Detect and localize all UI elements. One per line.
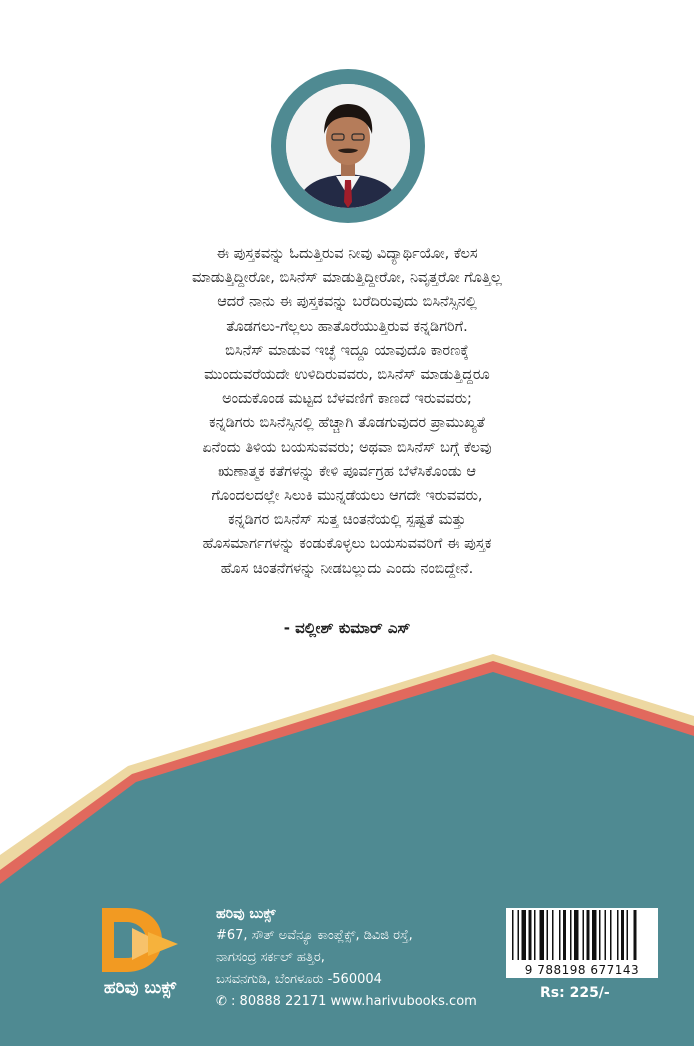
publisher-logo-text: ಹರಿವು ಬುಕ್ಸ್	[103, 978, 177, 998]
publisher-address-line: ಬಸವನಗುಡಿ, ಬೆಂಗಳೂರು -560004	[216, 972, 382, 987]
blurb-line: ಆದರೆ ನಾನು ಈ ಪುಸ್ತಕವನ್ನು ಬರೆದಿರುವುದು ಬಿಸಿನೆಸ್ಸಿನಲ್ಲಿ	[217, 294, 477, 311]
author-signature: - ವಲ್ಲೀಶ್ ಕುಮಾರ್ ಎಸ್	[283, 619, 411, 637]
back-cover-blurb	[104, 242, 590, 581]
blurb-line: ಏನೆಂದು ತಿಳಿಯ ಬಯಸುವವರು; ಅಥವಾ ಬಿಸಿನೆಸ್ ಬಗ್ಗೆ ಕೆಲವು	[202, 439, 492, 456]
blurb-line: ಮುಂದುವರೆಯದೇ ಉಳಿದಿರುವವರು, ಬಿಸಿನೆಸ್ ಮಾಡುತ್ತಿದ್ದರೂ	[204, 367, 490, 384]
blurb-line: ಅಂದುಕೊಂಡ ಮಟ್ಟದ ಬೆಳವಣಿಗೆ ಕಾಣದೆ ಇರುವವರು;	[222, 391, 472, 408]
blurb-line: ಮಾಡುತ್ತಿದ್ದೀರೋ, ಬಿಸಿನೆಸ್ ಮಾಡುತ್ತಿದ್ದೀರೋ, ನಿವೃತ್ತರೋ ಗೊತ್ತಿಲ್ಲ	[192, 270, 502, 287]
blurb-line: ಬಿಸಿನೆಸ್ ಮಾಡುವ ಇಚ್ಛೆ ಇದ್ದೂ ಯಾವುದೊ ಕಾರಣಕ್ಕೆ	[225, 342, 469, 359]
blurb-line: ಗೊಂದಲದಲ್ಲೇ ಸಿಲುಕಿ ಮುನ್ನಡೆಯಲು ಆಗದೇ ಇರುವವರು,	[211, 488, 483, 505]
blurb-line: ಕನ್ನಡಿಗರು ಬಿಸಿನೆಸ್ಸಿನಲ್ಲಿ ಹೆಚ್ಚಾಗಿ ತೊಡಗುವುದರ ಪ್ರಾಮುಖ್ಯತೆ	[209, 415, 485, 432]
blurb-line: ಋಣಾತ್ಮಕ ಕತೆಗಳನ್ನು ಕೇಳಿ ಪೂರ್ವಗ್ರಹ ಬೆಳೆಸಿಕೊಂಡು ಆ	[218, 463, 476, 480]
blurb-line: ಈ ಪುಸ್ತಕವನ್ನು ಓದುತ್ತಿರುವ ನೀವು ವಿದ್ಯಾರ್ಥಿಯೋ, ಕೆಲಸ	[216, 246, 478, 262]
phone-icon: ✆	[216, 994, 227, 1009]
publisher-address-line: ನಾಗಸಂದ್ರ ಸರ್ಕಲ್ ಹತ್ತಿರ,	[216, 950, 325, 965]
barcode-bars	[506, 908, 658, 964]
author-photo	[286, 84, 410, 208]
publisher-name: ಹರಿವು ಬುಕ್ಸ್	[216, 906, 276, 922]
blurb-line: ತೊಡಗಲು-ಗೆಲ್ಲಲು ಹಾತೊರೆಯುತ್ತಿರುವ ಕನ್ನಡಿಗರಿಗೆ.	[226, 318, 468, 335]
publisher-contact-text: : 80888 22171 www.harivubooks.com	[231, 994, 477, 1009]
publisher-contact	[216, 991, 477, 1013]
blurb-line: ಕನ್ನಡಿಗರ ಬಿಸಿನೆಸ್ ಸುತ್ತ ಚಿಂತನೆಯಲ್ಲಿ ಸ್ಪಷ್ಟತೆ ಮತ್ತು	[228, 512, 466, 529]
publisher-info	[216, 903, 477, 1013]
blurb-line: ಹೊಸಮಾರ್ಗಗಳನ್ನು ಕಂಡುಕೊಳ್ಳಲು ಬಯಸುವವರಿಗೆ ಈ ಪುಸ್ತಕ	[202, 536, 492, 553]
isbn-number: 9 788198 677143	[524, 963, 640, 977]
publisher-address-line: #67, ಸೌತ್ ಅವೆನ್ಯೂ ಕಾಂಪ್ಲೆಕ್ಸ್, ಡಿವಿಜಿ ರಸ್ತೆ,	[216, 928, 413, 943]
isbn-barcode	[506, 908, 658, 978]
blurb-line: ಹೊಸ ಚಿಂತನೆಗಳನ್ನು ನೀಡಬಲ್ಲುದು ಎಂದು ನಂಬಿದ್ದೇನೆ.	[220, 560, 474, 577]
author-portrait	[271, 69, 425, 223]
price-label: Rs: 225/-	[540, 985, 610, 1001]
